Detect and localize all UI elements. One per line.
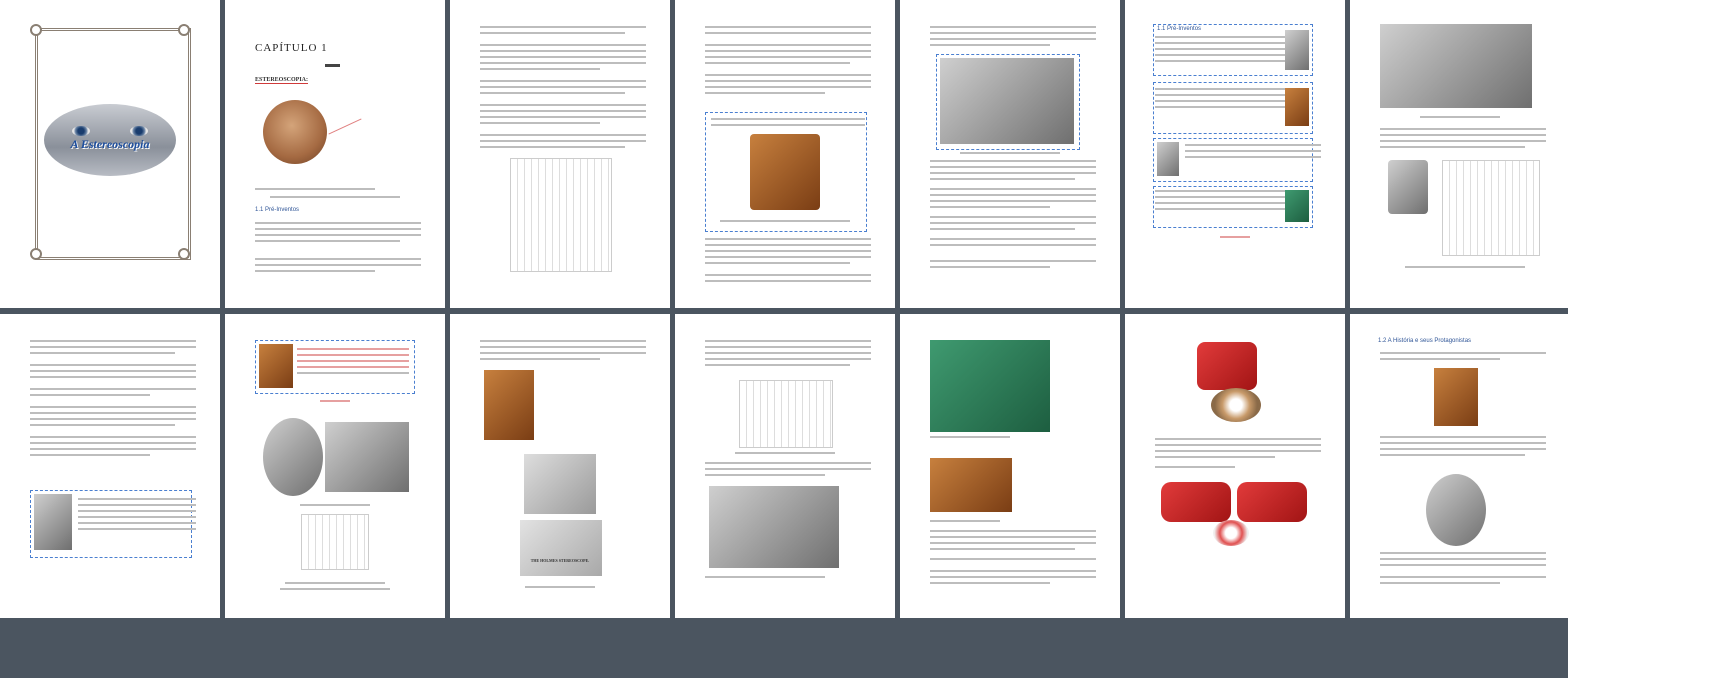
- text-line: [1155, 456, 1275, 458]
- page-5[interactable]: [900, 0, 1120, 308]
- text-line: [930, 44, 1050, 46]
- caption-line: [1220, 236, 1250, 238]
- text-line: [30, 442, 196, 444]
- text-line: [1380, 128, 1546, 130]
- text-line: [30, 436, 196, 438]
- green-viewer-photo: [930, 340, 1050, 432]
- text-line: [705, 256, 871, 258]
- cover-title: A Estereoscopia: [70, 137, 150, 151]
- text-line: [705, 474, 825, 476]
- caption-line: [280, 588, 390, 590]
- text-line: [1155, 450, 1321, 452]
- text-line: [1380, 442, 1546, 444]
- reel-disc-image: [1213, 520, 1249, 546]
- caption-line: [930, 520, 1000, 522]
- text-line: [705, 274, 871, 276]
- text-line: [930, 194, 1096, 196]
- optical-diagram-image: [510, 158, 612, 272]
- text-line: [30, 394, 150, 396]
- text-line: [1155, 444, 1321, 446]
- text-line: [480, 56, 646, 58]
- text-line: [705, 50, 871, 52]
- stereoscope-diagram-image: [301, 514, 369, 570]
- portrait-image: [1285, 88, 1309, 126]
- text-line: [1155, 42, 1295, 44]
- text-line: [930, 222, 1096, 224]
- text-line: [30, 424, 175, 426]
- text-line: [960, 152, 1060, 154]
- text-line: [78, 510, 196, 512]
- text-line: [297, 366, 409, 368]
- text-line: [705, 244, 871, 246]
- text-line: [1380, 558, 1546, 560]
- text-line: [1185, 156, 1321, 158]
- caption-line: [735, 452, 835, 454]
- text-line: [480, 44, 646, 46]
- text-line: [930, 166, 1096, 168]
- text-line: [1380, 436, 1546, 438]
- text-line: [30, 412, 196, 414]
- holmes-stereoscope-photo: [484, 370, 534, 440]
- portrait-image: [1285, 30, 1309, 70]
- page-11[interactable]: [675, 314, 895, 618]
- text-line: [705, 358, 871, 360]
- text-line: [297, 348, 409, 350]
- lenticular-stereoscope-image: [325, 422, 409, 492]
- frame-ornament: [178, 248, 190, 260]
- text-line: [930, 238, 1096, 240]
- text-line: [705, 32, 871, 34]
- text-line: [1155, 190, 1295, 192]
- text-line: [480, 352, 646, 354]
- text-line: [930, 260, 1096, 262]
- lens-diagram-image: [739, 380, 833, 448]
- text-line: [255, 222, 421, 224]
- caption-line: [285, 582, 385, 584]
- frame-ornament: [178, 24, 190, 36]
- text-line: [705, 340, 871, 342]
- text-line: [480, 340, 646, 342]
- text-line: [705, 468, 871, 470]
- text-line: [1380, 552, 1546, 554]
- portrait-image: [1157, 142, 1179, 176]
- text-line: [705, 26, 871, 28]
- text-line: [297, 354, 409, 356]
- leonardo-portrait-image: [1434, 368, 1478, 426]
- page-14[interactable]: [1350, 314, 1570, 618]
- kaiserpanorama-engraving-image: [940, 58, 1074, 144]
- text-line: [1380, 352, 1546, 354]
- text-line: [78, 528, 196, 530]
- page-chapter-1[interactable]: [225, 0, 445, 308]
- text-line: [255, 188, 375, 190]
- text-line: [255, 258, 421, 260]
- text-line: [930, 576, 1096, 578]
- page-13[interactable]: [1125, 314, 1345, 618]
- text-line: [705, 280, 871, 282]
- text-line: [480, 358, 600, 360]
- frame-ornament: [30, 24, 42, 36]
- text-line: [480, 116, 646, 118]
- text-line: [930, 200, 1096, 202]
- text-line: [480, 32, 625, 34]
- text-line: [1155, 196, 1295, 198]
- text-line: [30, 340, 196, 342]
- frame-ornament: [30, 248, 42, 260]
- text-line: [1155, 48, 1295, 50]
- text-line: [930, 216, 1096, 218]
- text-line: [297, 372, 409, 374]
- vr-headset-photo: [709, 486, 839, 568]
- text-line: [930, 570, 1096, 572]
- text-line: [711, 124, 865, 126]
- section-heading: 1.2 A História e seus Protagonistas: [1378, 338, 1472, 344]
- text-line: [78, 516, 196, 518]
- text-line: [30, 454, 150, 456]
- text-line: [1155, 208, 1295, 210]
- reel-disc-image: [1211, 388, 1261, 422]
- page-4[interactable]: [675, 0, 895, 308]
- text-line: [480, 92, 625, 94]
- text-line: [255, 234, 421, 236]
- text-line: [930, 26, 1096, 28]
- page-cover[interactable]: [0, 0, 220, 308]
- text-line: [78, 522, 196, 524]
- modern-viewer-photo: [1161, 482, 1231, 522]
- text-line: [1185, 144, 1321, 146]
- text-line: [930, 244, 1096, 246]
- eye-icon: [130, 126, 148, 136]
- text-line: [930, 188, 1096, 190]
- page-9[interactable]: [225, 314, 445, 618]
- text-line: [705, 462, 871, 464]
- text-line: [30, 388, 196, 390]
- hand-stereoscope-image: [524, 454, 596, 514]
- text-line: [705, 250, 871, 252]
- text-line: [930, 542, 1096, 544]
- text-line: [255, 270, 375, 272]
- text-line: [930, 172, 1096, 174]
- text-line: [30, 364, 196, 366]
- caption-line: [320, 400, 350, 402]
- text-line: [480, 80, 646, 82]
- chapter-label: CAPÍTULO 1: [255, 42, 328, 54]
- text-line: [1380, 140, 1546, 142]
- text-line: [480, 50, 646, 52]
- cardboard-viewer-photo: [930, 458, 1012, 512]
- text-line: [30, 406, 196, 408]
- caption-line: [1420, 116, 1500, 118]
- text-line: [1155, 94, 1295, 96]
- text-line: [930, 228, 1075, 230]
- text-line: [930, 206, 1050, 208]
- text-line: [1380, 358, 1500, 360]
- chapter-subtitle: ESTEREOSCOPIA:: [255, 77, 309, 83]
- text-line: [1380, 454, 1525, 456]
- engraved-portrait-image: [1426, 474, 1486, 546]
- annotation-line: [328, 118, 361, 134]
- portrait-image: [34, 494, 72, 550]
- caption-line: [930, 436, 1010, 438]
- text-line: [480, 68, 600, 70]
- page-7[interactable]: [1350, 0, 1570, 308]
- text-line: [930, 536, 1096, 538]
- text-line: [1155, 202, 1295, 204]
- text-line: [1380, 576, 1546, 578]
- text-line: [1155, 438, 1321, 440]
- text-line: [480, 146, 625, 148]
- portrait-image: [1285, 190, 1309, 222]
- section-heading: 1.1 Pré-Inventos: [255, 207, 300, 213]
- text-line: [930, 548, 1075, 550]
- text-line: [78, 504, 196, 506]
- page-3[interactable]: [450, 0, 670, 308]
- text-line: [1155, 60, 1295, 62]
- text-line: [705, 352, 871, 354]
- text-line: [705, 56, 871, 58]
- text-line: [930, 266, 1050, 268]
- text-line: [30, 370, 196, 372]
- text-line: [705, 92, 825, 94]
- mirror-stereoscope-image: [1380, 24, 1532, 108]
- text-line: [30, 418, 196, 420]
- text-line: [1155, 466, 1235, 468]
- text-line: [930, 32, 1096, 34]
- section-heading: 1.1 Pré-Inventos: [1157, 26, 1202, 32]
- text-line: [480, 86, 646, 88]
- wooden-stereoscope-image: [750, 134, 820, 210]
- wheatstone-portrait-image: [1388, 160, 1428, 214]
- text-line: [1380, 448, 1546, 450]
- text-line: [1155, 54, 1295, 56]
- text-line: [1380, 582, 1500, 584]
- caption-line: [705, 576, 825, 578]
- page-10[interactable]: [450, 314, 670, 618]
- text-line: [270, 196, 400, 198]
- text-line: [480, 26, 646, 28]
- engraving-caption: THE HOLMES STEREOSCOPE.: [530, 558, 590, 563]
- brewster-portrait-image: [263, 418, 323, 496]
- text-line: [480, 62, 646, 64]
- text-line: [720, 220, 850, 222]
- text-line: [255, 264, 421, 266]
- text-line: [711, 118, 865, 120]
- portrait-image: [259, 344, 293, 388]
- text-line: [255, 240, 400, 242]
- eye-icon: [72, 126, 90, 136]
- text-line: [705, 80, 871, 82]
- text-line: [930, 558, 1096, 560]
- text-line: [1155, 88, 1295, 90]
- holmes-stereoscope-engraving: [520, 520, 602, 576]
- view-master-photo: [1197, 342, 1257, 390]
- text-line: [30, 346, 196, 348]
- text-line: [1380, 134, 1546, 136]
- text-line: [930, 530, 1096, 532]
- text-line: [78, 498, 196, 500]
- text-line: [30, 448, 196, 450]
- caption-line: [525, 586, 595, 588]
- mirror-diagram-image: [1442, 160, 1540, 256]
- text-line: [930, 178, 1075, 180]
- text-line: [1380, 146, 1525, 148]
- text-line: [705, 238, 871, 240]
- page-6[interactable]: [1125, 0, 1345, 308]
- ancient-coin-image: [263, 100, 327, 164]
- text-line: [930, 38, 1096, 40]
- text-line: [705, 364, 850, 366]
- text-line: [1155, 36, 1295, 38]
- chapter-ornament: [325, 64, 340, 67]
- text-line: [1380, 564, 1546, 566]
- text-line: [1155, 106, 1295, 108]
- caption-line: [300, 504, 370, 506]
- text-line: [705, 44, 871, 46]
- text-line: [705, 62, 850, 64]
- modern-viewer-photo: [1237, 482, 1307, 522]
- text-line: [480, 104, 646, 106]
- text-line: [30, 376, 196, 378]
- text-line: [1185, 150, 1321, 152]
- text-line: [705, 346, 871, 348]
- text-line: [705, 86, 871, 88]
- text-line: [1155, 100, 1295, 102]
- text-line: [255, 228, 421, 230]
- text-line: [297, 360, 409, 362]
- page-12[interactable]: [900, 314, 1120, 618]
- text-line: [930, 582, 1050, 584]
- text-line: [930, 160, 1096, 162]
- text-line: [705, 74, 871, 76]
- text-line: [480, 110, 646, 112]
- text-line: [705, 262, 850, 264]
- caption-line: [1405, 266, 1525, 268]
- text-line: [480, 346, 646, 348]
- text-line: [30, 352, 175, 354]
- text-line: [480, 134, 646, 136]
- text-line: [480, 122, 600, 124]
- page-8[interactable]: [0, 314, 220, 618]
- text-line: [480, 140, 646, 142]
